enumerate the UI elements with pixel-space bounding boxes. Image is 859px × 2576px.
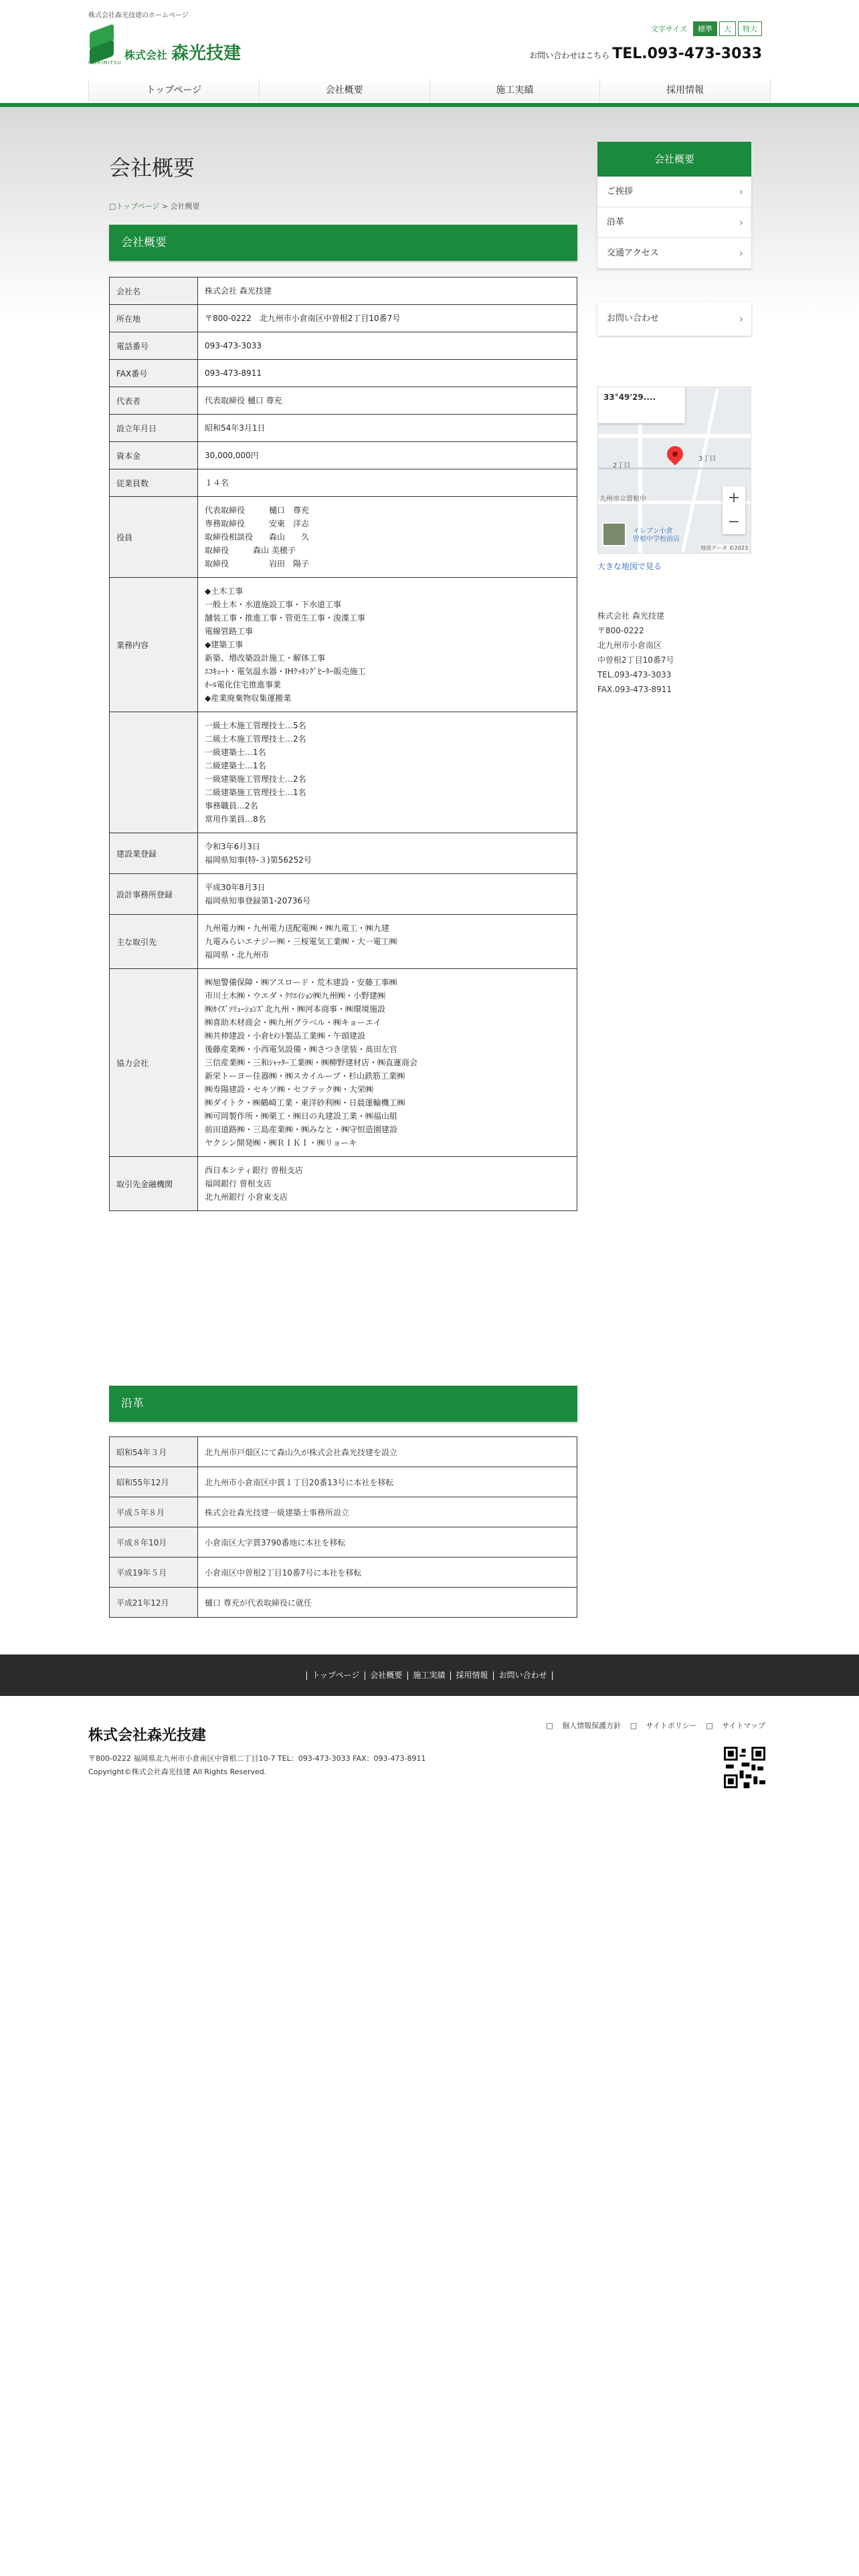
- value-line: ◆土木工事: [205, 586, 244, 596]
- row-label: 取引先金融機関: [110, 1157, 198, 1211]
- value-line: 代表取締役 樋口 尊充: [205, 396, 282, 405]
- value-line: 後藤産業㈱・小西電気設備・㈱さつき塗装・髙田左官: [205, 1045, 398, 1054]
- table-row: [110, 1558, 577, 1588]
- history-heading: 沿革: [109, 1386, 577, 1422]
- value-line: 取締役相談役 森山 久: [205, 532, 310, 542]
- footer-nav-works[interactable]: 施工実績: [413, 1671, 446, 1680]
- row-value: [198, 360, 577, 387]
- row-label: 設立年月日: [110, 415, 198, 442]
- row-value: [198, 1157, 577, 1211]
- footer-nav-contact[interactable]: お問い合わせ: [498, 1671, 547, 1680]
- value-line: ㈱可岡製作所・㈱栗工・㈱日の丸建設工業・㈱福山組: [205, 1111, 398, 1121]
- value-line: ㈱寿陽建設・セキソ㈱・セフテック㈱・大栄㈱: [205, 1085, 374, 1094]
- value-line: ㈱ダイトク・㈱鶴崎工業・東洋砂利㈱・日晨運輸機工㈱: [205, 1098, 405, 1107]
- qr-code-icon: [724, 1747, 765, 1788]
- history-table: [109, 1436, 577, 1618]
- footer-links: [539, 1720, 765, 1731]
- large-map-link[interactable]: 大きな地図で見る: [597, 562, 662, 571]
- value-line: 電線管路工事: [205, 627, 254, 636]
- table-row: [110, 1467, 577, 1497]
- row-value: [198, 387, 577, 415]
- table-row: [110, 442, 577, 469]
- value-line: ｴｺｷｭｰﾄ・電気温水器・IHｸｯｷﾝｸﾞﾋｰﾀｰ販売施工: [205, 667, 366, 676]
- text-size-switcher: [651, 21, 762, 36]
- map-label: イレブン小倉: [633, 528, 673, 535]
- value-line: 西日本シティ銀行 曽根支店: [205, 1166, 303, 1175]
- value-line: 昭和54年3月1日: [205, 423, 266, 433]
- row-label: 設計事務所登録: [110, 874, 198, 915]
- text-size-normal-button[interactable]: 標準: [693, 21, 717, 36]
- row-label: 所在地: [110, 305, 198, 332]
- row-label: 業務内容: [110, 578, 198, 712]
- history-date: 昭和55年12月: [110, 1467, 198, 1497]
- row-value: [198, 305, 577, 332]
- history-date: 昭和54年３月: [110, 1437, 198, 1467]
- value-line: 新栄トーヨー住器㈱・㈱スカイループ・杉山鉄筋工業㈱: [205, 1071, 405, 1081]
- row-value: [198, 415, 577, 442]
- history-date: 平成５年８月: [110, 1497, 198, 1527]
- row-label: [110, 712, 198, 833]
- breadcrumb-separator: >: [159, 202, 171, 211]
- row-label: 代表者: [110, 387, 198, 415]
- sidebar-address: 株式会社 森光技建 〒800-0222 北九州市小倉南区 中曽根2丁目10番7号 TEL.093-473-3033 FAX.093-473-8911: [597, 611, 674, 694]
- footer-address: 〒800-0222 福岡県北九州市小倉南区中曽根二丁目10-7 TEL：093-473-3033 FAX：093-473-8911 Copyright©株式会社森光技建 All Rights Reserved.: [88, 1752, 425, 1779]
- nav-item-company[interactable]: 会社概要: [259, 79, 430, 102]
- value-line: 093-473-3033: [205, 341, 262, 350]
- breadcrumb-current: 会社概要: [170, 202, 200, 211]
- chevron-right-icon: ›: [739, 312, 743, 325]
- history-event: 小倉南区大字貫3790番地に本社を移転: [198, 1527, 577, 1558]
- history-event: 株式会社森光技建一級建築士事務所設立: [198, 1497, 577, 1527]
- value-line: 一般土木・水道施設工事・下水道工事: [205, 600, 342, 609]
- row-value: [198, 497, 577, 578]
- table-row: [110, 1497, 577, 1527]
- table-row: [110, 1157, 577, 1211]
- page-title: 会社概要: [109, 155, 195, 181]
- row-label: 主な取引先: [110, 915, 198, 969]
- row-label: 資本金: [110, 442, 198, 469]
- value-line: 九電みらいエナジー㈱・三桜電気工業㈱・大一電工㈱: [205, 937, 397, 946]
- table-row: [110, 915, 577, 969]
- table-row: [110, 278, 577, 305]
- value-line: ◆建築工事: [205, 640, 244, 649]
- value-line: 新築、増改築設計施工・解体工事: [205, 653, 326, 663]
- value-line: 九州電力㈱・九州電力送配電㈱・㈱九電工・㈱九建: [205, 924, 390, 933]
- logo-text: 株式会社 森光技建: [124, 43, 242, 64]
- text-size-large-button[interactable]: 大: [719, 21, 736, 36]
- row-value: [198, 712, 577, 833]
- chevron-right-icon: ›: [739, 216, 743, 229]
- table-row: [110, 969, 577, 1157]
- value-line: 30,000,000円: [205, 451, 259, 460]
- row-label: 役員: [110, 497, 198, 578]
- breadcrumb: [109, 201, 200, 211]
- value-line: 三信産業㈱・三和ｼｬｯﾀｰ工業㈱・㈱柳野建材店・㈱直蓮商会: [205, 1058, 418, 1067]
- value-line: 一級建築士…1名: [205, 748, 266, 757]
- table-row: [110, 360, 577, 387]
- footer-nav-recruit[interactable]: 採用情報: [456, 1671, 488, 1680]
- value-line: ◆産業廃棄物収集運搬業: [205, 693, 292, 703]
- value-line: 舗装工事・推進工事・管更生工事・浚渫工事: [205, 613, 366, 623]
- table-row: [110, 578, 577, 712]
- value-line: 北九州銀行 小倉東支店: [205, 1192, 288, 1202]
- table-row: [110, 332, 577, 360]
- sidebar-item-greeting[interactable]: ご挨拶 ›: [597, 177, 751, 207]
- value-line: 専務取締役 安東 洋志: [205, 519, 310, 528]
- history-date: 平成21年12月: [110, 1588, 198, 1618]
- row-label: 会社名: [110, 278, 198, 305]
- row-label: FAX番号: [110, 360, 198, 387]
- sidebar-item-history[interactable]: 沿革 ›: [597, 207, 751, 238]
- footer-nav-company[interactable]: 会社概要: [370, 1671, 403, 1680]
- contact-tel-link[interactable]: TEL.093-473-3033: [612, 45, 762, 62]
- value-line: 常用作業員…8名: [205, 815, 266, 824]
- embedded-map[interactable]: [597, 387, 751, 554]
- value-line: 取締役 岩田 陽子: [205, 559, 310, 568]
- value-line: ㈱ｶｲｽﾞｿﾘｭｰｼｮﾝｽﾞ北九州・㈱河本商事・㈱環境施設: [205, 1004, 386, 1014]
- sidebar-menu: [597, 177, 751, 269]
- value-line: 一級土木施工管理技士…5名: [205, 721, 306, 730]
- overview-heading: 会社概要: [109, 225, 577, 261]
- value-line: 093-473-8911: [205, 368, 262, 378]
- value-line: ㈱共伸建設・小倉ｾﾒﾝﾄ製品工業㈱・午頭建設: [205, 1031, 366, 1041]
- nav-item-recruit[interactable]: 採用情報: [599, 79, 771, 102]
- site-logo[interactable]: [87, 24, 241, 67]
- table-row: [110, 712, 577, 833]
- footer-nav-top[interactable]: トップページ: [312, 1671, 360, 1680]
- nav-item-top[interactable]: トップページ: [88, 79, 259, 102]
- history-event: 北九州市戸畑区にて森山久が株式会社森光技建を設立: [198, 1437, 577, 1467]
- map-label: 3丁目: [698, 455, 717, 463]
- map-coordinate-box: 33°49'29....: [598, 387, 685, 423]
- value-line: 二級建築施工管理技士…1名: [205, 788, 306, 797]
- value-line: 福岡県・北九州市: [205, 950, 270, 960]
- table-row: [110, 1527, 577, 1558]
- map-label: 2丁目: [613, 462, 631, 469]
- sidebar-contact-link[interactable]: お問い合わせ ›: [597, 302, 751, 336]
- row-value: [198, 469, 577, 497]
- chevron-right-icon: ›: [739, 247, 743, 259]
- table-row: [110, 387, 577, 415]
- table-row: [110, 833, 577, 874]
- value-line: 福岡銀行 曽根支店: [205, 1179, 272, 1188]
- footer-nav: | トップページ | 会社概要 | 施工実績 | 採用情報 | お問い合わせ |: [0, 1654, 859, 1696]
- history-event: 北九州市小倉南区中貫１丁目20番13号に本社を移転: [198, 1467, 577, 1497]
- row-label: 建設業登録: [110, 833, 198, 874]
- value-line: 事務職員…2名: [205, 801, 258, 811]
- table-row: [110, 469, 577, 497]
- row-value: [198, 578, 577, 712]
- value-line: ㈱旭警備保障・㈱アスロード・荒木建設・安藤工事㈱: [205, 978, 397, 987]
- site-tagline: 株式会社森光技建のホームページ: [88, 12, 189, 19]
- sidebar-title: 会社概要: [597, 142, 751, 177]
- header-contact: [529, 45, 762, 62]
- row-value: [198, 969, 577, 1157]
- table-row: [110, 497, 577, 578]
- value-line: 一級建築施工管理技士…2名: [205, 774, 306, 784]
- row-value: [198, 833, 577, 874]
- value-line: 代表取締役 樋口 尊充: [205, 506, 310, 515]
- row-label: 従業員数: [110, 469, 198, 497]
- value-line: １４名: [205, 478, 229, 488]
- row-value: [198, 332, 577, 360]
- value-line: 平成30年8月3日: [205, 883, 266, 892]
- value-line: 二級土木施工管理技士…2名: [205, 734, 306, 744]
- site-header: [0, 0, 859, 107]
- value-line: 市川土木㈱・ウエダ・ｸﾘｴｲｼｮﾝ㈱九州㈱・小野建㈱: [205, 991, 386, 1000]
- row-value: [198, 915, 577, 969]
- map-satellite-toggle[interactable]: [602, 522, 626, 546]
- history-event: 小倉南区中曽根2丁目10番7号に本社を移転: [198, 1558, 577, 1588]
- history-date: 平成19年５月: [110, 1558, 198, 1588]
- chevron-right-icon: ›: [739, 185, 743, 198]
- value-line: 取締役 森山 美穂子: [205, 546, 296, 555]
- value-line: ヤクシン開発㈱・㈱ＲＩＫＩ・㈱リョーキ: [205, 1138, 357, 1148]
- history-date: 平成８年10月: [110, 1527, 198, 1558]
- table-row: [110, 305, 577, 332]
- zoom-in-icon[interactable]: +: [727, 490, 741, 506]
- row-value: [198, 278, 577, 305]
- value-line: 福岡県知事登録第1-20736号: [205, 896, 311, 905]
- footer-link-site-policy[interactable]: □ サイトポリシー: [630, 1721, 697, 1730]
- footer-link-privacy[interactable]: □ 個人情報保護方針: [546, 1721, 622, 1730]
- text-size-xlarge-button[interactable]: 特大: [738, 21, 762, 36]
- map-pin-icon: [664, 443, 686, 465]
- row-value: [198, 874, 577, 915]
- value-line: 前田道路㈱・三島産業㈱・㈱みなと・㈱守恒造園建設: [205, 1125, 398, 1134]
- map-label: 九州市立曽根中: [599, 496, 646, 503]
- table-row: [110, 1588, 577, 1618]
- company-overview-table: [109, 277, 577, 1211]
- table-row: [110, 415, 577, 442]
- table-row: [110, 874, 577, 915]
- value-line: ｵｰﾙ電化住宅推進事業: [205, 680, 282, 689]
- row-value: [198, 442, 577, 469]
- logo-mark-icon: MORIMITSU: [87, 25, 118, 67]
- value-line: 福岡県知事(特-３)第56252号: [205, 855, 312, 865]
- row-label: 電話番号: [110, 332, 198, 360]
- value-line: ㈱喜助木材商会・㈱九州グラベル・㈱キョーエイ: [205, 1018, 382, 1027]
- breadcrumb-home-link[interactable]: □トップページ: [109, 202, 160, 211]
- footer-link-sitemap[interactable]: □ サイトマップ: [706, 1721, 765, 1730]
- contact-prefix: お問い合わせはこちら: [529, 51, 610, 60]
- map-zoom-control[interactable]: [723, 486, 745, 534]
- footer-company-name: 株式会社森光技建: [88, 1727, 207, 1744]
- history-event: 樋口 尊充が代表取締役に就任: [198, 1588, 577, 1618]
- nav-item-works[interactable]: 施工実績: [430, 79, 600, 102]
- text-size-label: 文字サイズ: [650, 25, 687, 33]
- global-nav: [88, 79, 771, 102]
- sidebar-item-access[interactable]: 交通アクセス ›: [597, 238, 751, 269]
- row-label: 協力会社: [110, 969, 198, 1157]
- value-line: 株式会社 森光技建: [205, 286, 272, 296]
- footer-copyright: Copyright©株式会社森光技建 All Rights Reserved.: [88, 1767, 267, 1776]
- table-row: [110, 1437, 577, 1467]
- zoom-out-icon[interactable]: −: [727, 514, 741, 530]
- value-line: 二級建築士…1名: [205, 761, 266, 770]
- map-copyright: 地図データ ©2023: [700, 545, 748, 551]
- map-label: 曽根中学校前店: [633, 536, 680, 543]
- value-line: 〒800-0222 北九州市小倉南区中曽根2丁目10番7号: [205, 314, 401, 323]
- value-line: 令和3年6月3日: [205, 842, 260, 851]
